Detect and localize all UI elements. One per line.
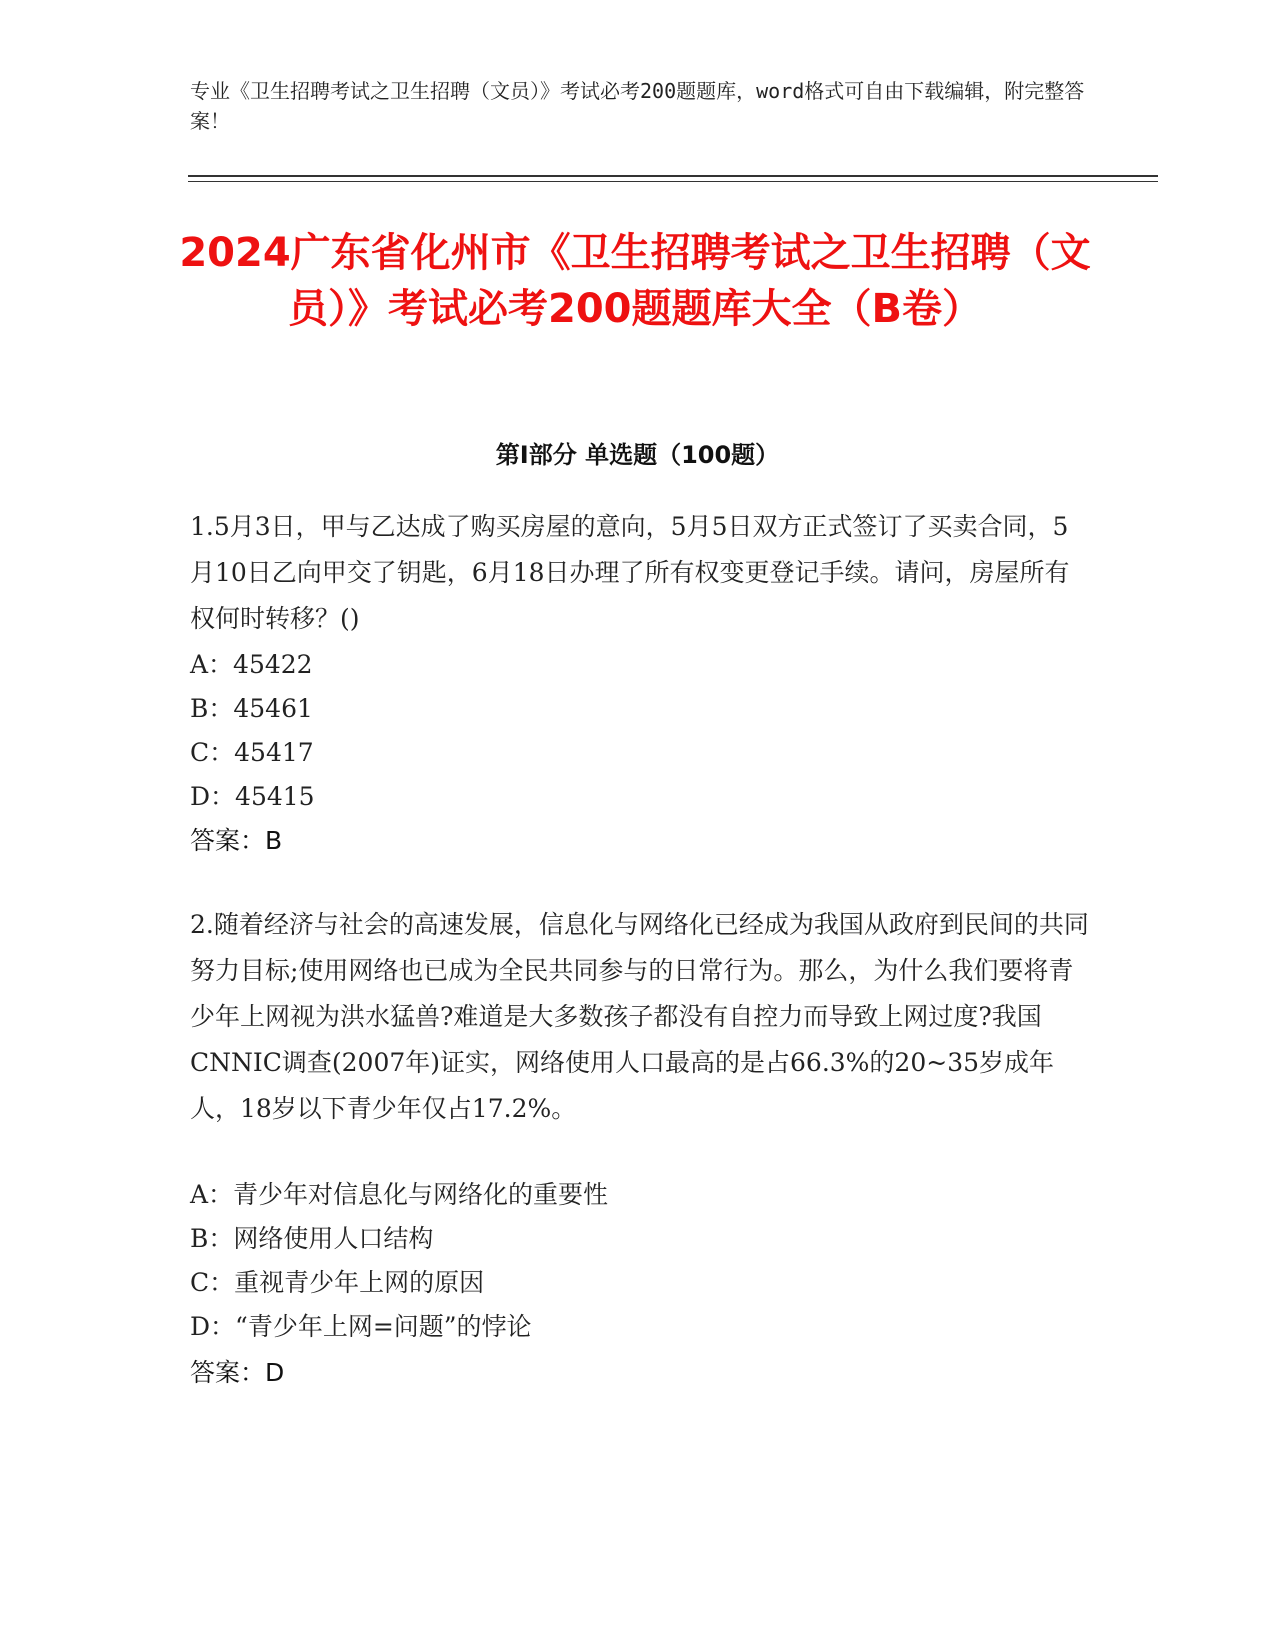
header-note: 专业《卫生招聘考试之卫生招聘（文员）》考试必考200题题库，word格式可自由下载编辑，附完整答案！ [190, 79, 1085, 133]
header-divider-thin [188, 181, 1158, 182]
question-2-option-a: A：青少年对信息化与网络化的重要性 [190, 1180, 609, 1209]
question-1-option-b: B：45461 [190, 694, 313, 723]
section-heading: 第I部分 单选题（100题） [495, 441, 780, 469]
question-1-text: 1.5月3日，甲与乙达成了购买房屋的意向，5月5日双方正式签订了买卖合同，5月10日乙向甲交了钥匙，6月18日办理了所有权变更登记手续。请问，房屋所有权何时转移？() [190, 512, 1070, 633]
question-1-option-a: A：45422 [190, 650, 313, 679]
question-2-option-c: C：重视青少年上网的原因 [190, 1268, 485, 1297]
document-title: 2024广东省化州市《卫生招聘考试之卫生招聘（文员）》考试必考200题题库大全（B卷） [179, 230, 1091, 332]
question-1-option-d: D：45415 [190, 782, 315, 811]
question-2-option-d: D：“青少年上网=问题”的悖论 [190, 1312, 532, 1341]
header-divider-thick [188, 175, 1158, 177]
question-2-answer: 答案：D [190, 1358, 285, 1387]
question-1-answer: 答案：B [190, 826, 283, 855]
question-2-text: 2.随着经济与社会的高速发展，信息化与网络化已经成为我国从政府到民间的共同努力目标;使用网络也已成为全民共同参与的日常行为。那么，为什么我们要将青少年上网视为洪水猛兽?难道是大多数孩子都没有自控力而导致上网过度?我国CNNIC调查(2007年)证实，网络使用人口最高的是占66.3%的20~35岁成年人，18岁以下青少年仅占17.2%。 [190, 910, 1089, 1123]
question-1-option-c: C：45417 [190, 738, 314, 767]
question-2-option-b: B：网络使用人口结构 [190, 1224, 434, 1253]
